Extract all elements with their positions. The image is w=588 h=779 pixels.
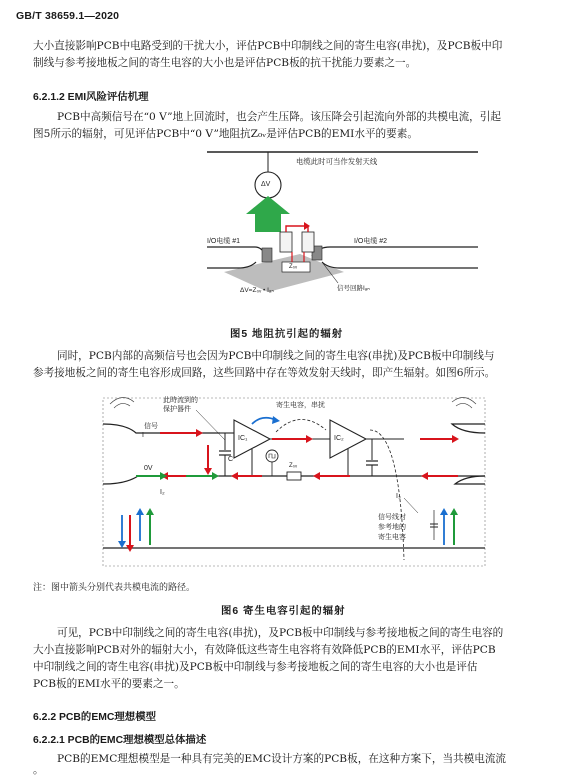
text-line: PCB板的EMI水平的要素之一。 bbox=[33, 678, 185, 690]
current-i1-label: I bbox=[142, 432, 144, 439]
label-line: 参考地的 bbox=[378, 524, 406, 531]
label-line: 保护器件 bbox=[163, 406, 191, 413]
label-line: 寄生电容 bbox=[378, 534, 406, 541]
voltage-formula: ΔV=Z₀ᵥ • Iₐₙ bbox=[240, 287, 274, 294]
text-line: 中印制线之间的寄生电容(串扰)及PCB板中印制线与参考接地板之间的寄生电容的大小也是评估 bbox=[33, 661, 478, 673]
ic1-label: IC₁ bbox=[238, 435, 248, 442]
standard-number: GB/T 38659.1—2020 bbox=[16, 10, 120, 22]
figure-6-caption: 图6 寄生电容引起的辐射 bbox=[221, 606, 346, 617]
ic2-label: IC₂ bbox=[334, 435, 344, 442]
text-line: 图5所示的辐射，可见评估PCB中“0 V”地阻抗Z₀ᵥ是评估PCB的EMI水平的要素。 bbox=[33, 128, 418, 140]
antenna-label: 电缆此时可当作发射天线 bbox=[296, 157, 378, 166]
figure-6-note: 注：图中箭头分别代表共模电流的路径。 bbox=[33, 583, 196, 593]
label-line: 信号线对 bbox=[378, 514, 406, 521]
signal-loop-label: 信号回路Iₐₙ bbox=[337, 285, 370, 292]
reference-capacitance-label bbox=[378, 513, 406, 543]
io-cable-2-label: I/O电缆 #2 bbox=[354, 238, 388, 245]
text-line: 大小直接影响PCB对外的辐射大小，有效降低这些寄生电容将有效降低PCB的EMI水平，评估PCB bbox=[33, 644, 496, 656]
section-heading-6-2-1-2: 6.2.1.2 EMI风险评估机理 bbox=[33, 92, 149, 103]
parasitic-capacitance-label: 寄生电容，串扰 bbox=[276, 402, 325, 409]
capacitor-c-label: C bbox=[228, 456, 234, 463]
paragraph-conclusion bbox=[33, 625, 503, 693]
section-heading-6-2-2: 6.2.2 PCB的EMC理想模型 bbox=[33, 712, 156, 723]
voltage-meter-label: ΔV bbox=[261, 181, 271, 188]
io-cable-1-label: I/O电缆 #1 bbox=[207, 238, 241, 245]
text-line: 大小直接影响PCB中电路受到的干扰大小，评估PCB中印制线之间的寄生电容(串扰)，及PCB板中印 bbox=[33, 40, 503, 52]
text-line: 参考接地板之间的寄生电容形成回路，这些回路中存在等效发射天线时，即产生辐射。如图6所示。 bbox=[33, 367, 496, 379]
figure-5-caption: 图5 地阻抗引起的辐射 bbox=[230, 329, 344, 340]
current-i3-label: I₃ bbox=[396, 493, 401, 500]
ground-impedance-label: Z₀ᵥ bbox=[289, 463, 298, 469]
section-heading-6-2-2-1: 6.2.2.1 PCB的EMC理想模型总体描述 bbox=[33, 735, 207, 746]
paragraph-ideal-model bbox=[33, 751, 506, 779]
text-line: 可见，PCB中印制线之间的寄生电容(串扰)，及PCB板中印制线与参考接地板之间的寄生电容的 bbox=[57, 627, 504, 639]
signal-label: 信号 bbox=[144, 423, 158, 430]
text-line: 同时，PCB内部的高频信号也会因为PCB中印制线之间的寄生电容(串扰)及PCB板中印制线与 bbox=[57, 350, 495, 362]
zero-volt-label: 0V bbox=[144, 465, 153, 472]
text-line: 制线与参考接地板之间的寄生电容的大小也是评估PCB板的抗干扰能力要素之一。 bbox=[33, 57, 417, 69]
text-line: 。 bbox=[33, 764, 44, 776]
label-line: 此時流到的 bbox=[163, 397, 198, 404]
current-i2-label: I₂ bbox=[160, 489, 165, 496]
text-line: PCB中高频信号在“0 V”地上回流时，也会产生压降。该压降会引起流向外部的共模电流，引起 bbox=[57, 111, 501, 123]
protect-device-label bbox=[163, 396, 198, 414]
text-line: PCB的EMC理想模型是一种具有完美的EMC设计方案的PCB板，在这种方案下，当共模电流流 bbox=[57, 753, 507, 765]
ground-impedance-label: Z₀ᵥ bbox=[289, 264, 298, 270]
